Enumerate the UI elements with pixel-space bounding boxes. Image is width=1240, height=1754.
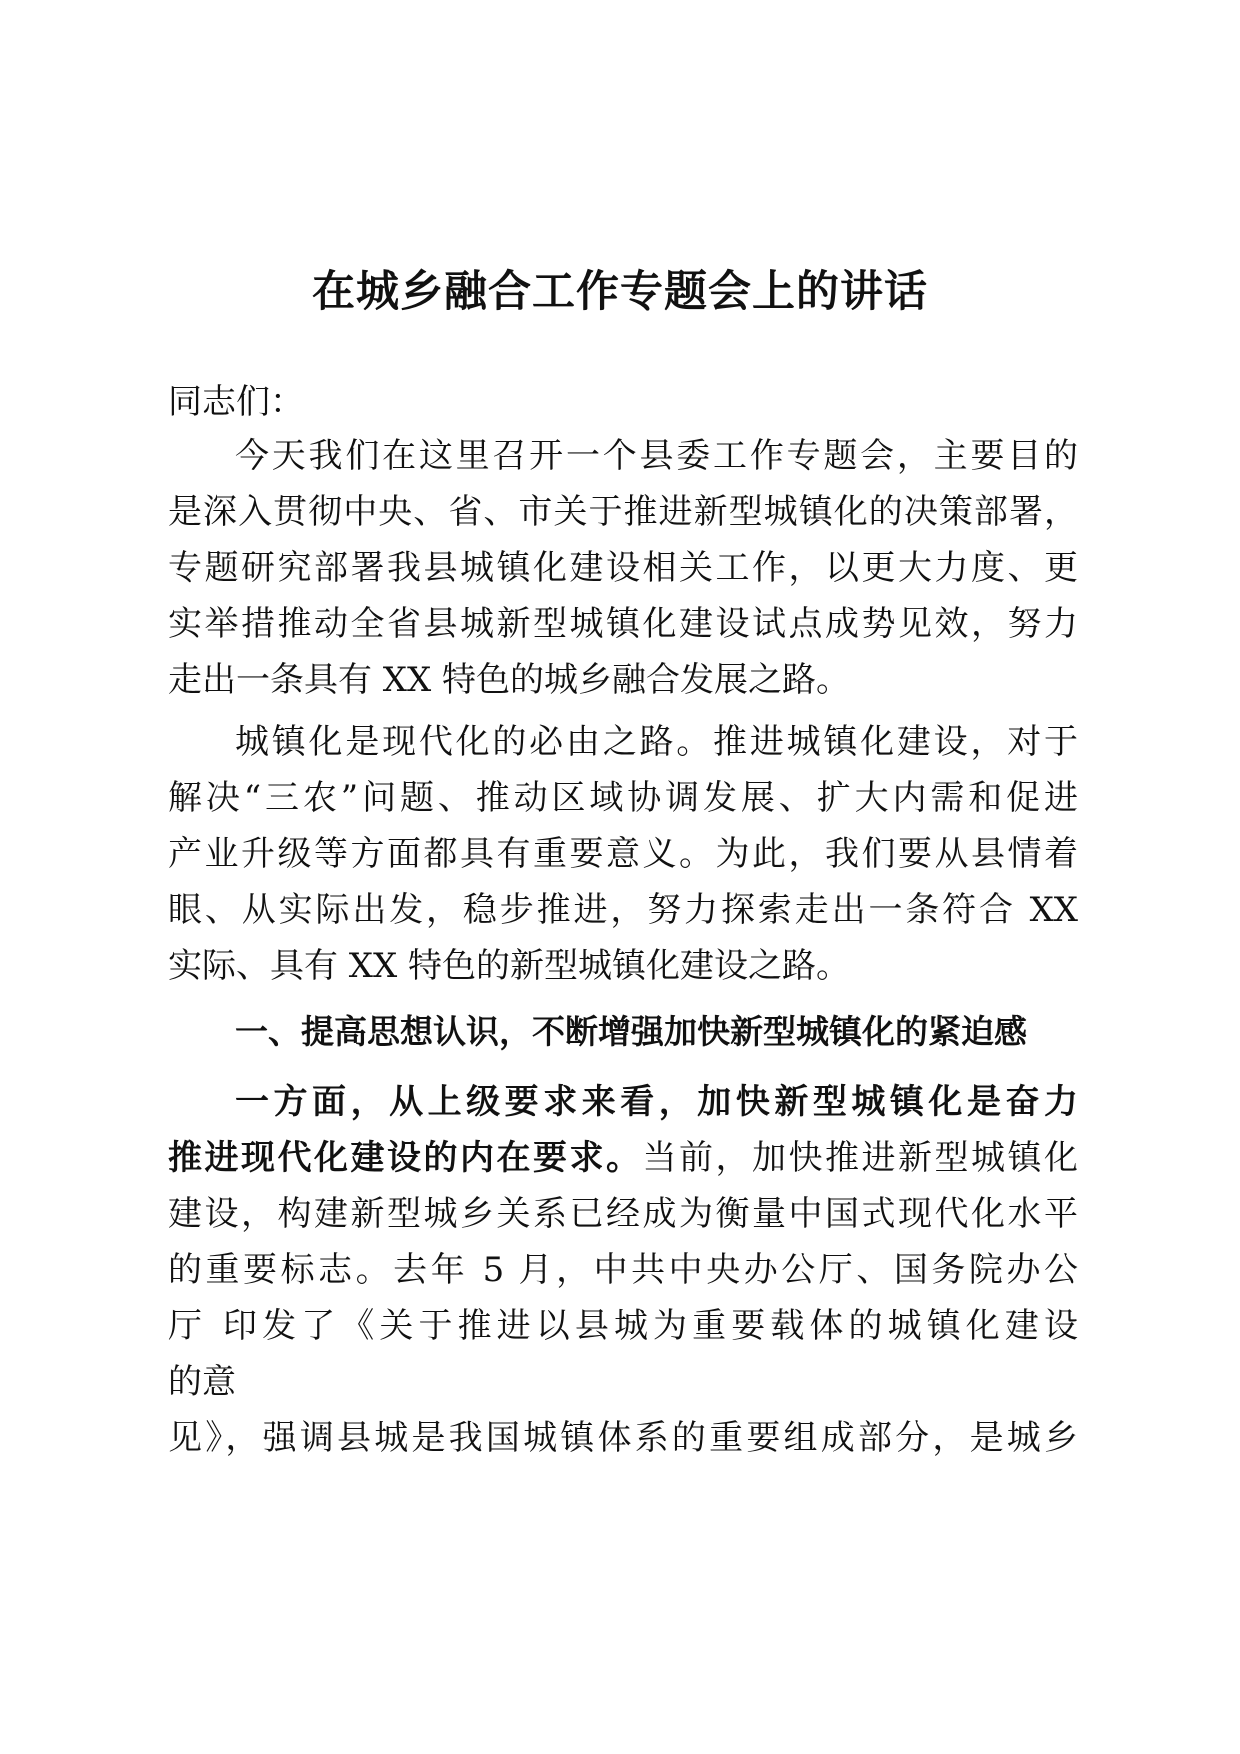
paragraph-3-line: 的意 [168, 1362, 236, 1402]
paragraph-3-line: 建设，构建新型城乡关系已经成为衡量中国式现代化水平 [168, 1194, 1078, 1234]
paragraph-3-line: 的重要标志。去年 5 月，中共中央办公厅、国务院办公 [168, 1250, 1078, 1290]
paragraph-3-line: 厅 印发了《关于推进以县城为重要载体的城镇化建设 [168, 1306, 1078, 1346]
paragraph-1-line: 今天我们在这里召开一个县委工作专题会，主要目的 [235, 436, 1078, 476]
paragraph-1-line: 实举措推动全省县城新型城镇化建设试点成势见效，努力 [168, 604, 1078, 644]
paragraph-2-line: 城镇化是现代化的必由之路。推进城镇化建设，对于 [235, 722, 1078, 762]
paragraph-3-line: 见》，强调县城是我国城镇体系的重要组成部分，是城乡 [168, 1418, 1078, 1458]
paragraph-2-line: 眼、从实际出发，稳步推进，努力探索走出一条符合 XX [168, 890, 1078, 930]
paragraph-3-bold-line: 一方面，从上级要求来看，加快新型城镇化是奋力 [235, 1082, 1078, 1122]
paragraph-2-line: 实际、具有 XX 特色的新型城镇化建设之路。 [168, 946, 851, 986]
document-title: 在城乡融合工作专题会上的讲话 [312, 267, 928, 317]
paragraph-3-bold-phrase: 推进现代化建设的内在要求。 [168, 1138, 643, 1178]
paragraph-2-line: 解决“三农”问题、推动区域协调发展、扩大内需和促进 [168, 778, 1078, 818]
salutation: 同志们： [168, 382, 304, 422]
paragraph-1-line: 专题研究部署我县城镇化建设相关工作，以更大力度、更 [168, 548, 1078, 588]
paragraph-3-line-rest: 当前，加快推进新型城镇化 [642, 1138, 1078, 1178]
paragraph-1-line: 是深入贯彻中央、省、市关于推进新型城镇化的决策部署， [168, 492, 1078, 532]
paragraph-3-line [168, 1132, 1078, 1184]
paragraph-1-line: 走出一条具有 XX 特色的城乡融合发展之路。 [168, 660, 851, 700]
paragraph-2-line: 产业升级等方面都具有重要意义。为此，我们要从县情着 [168, 834, 1078, 874]
section-heading: 一、提高思想认识，不断增强加快新型城镇化的紧迫感 [235, 1012, 1027, 1051]
